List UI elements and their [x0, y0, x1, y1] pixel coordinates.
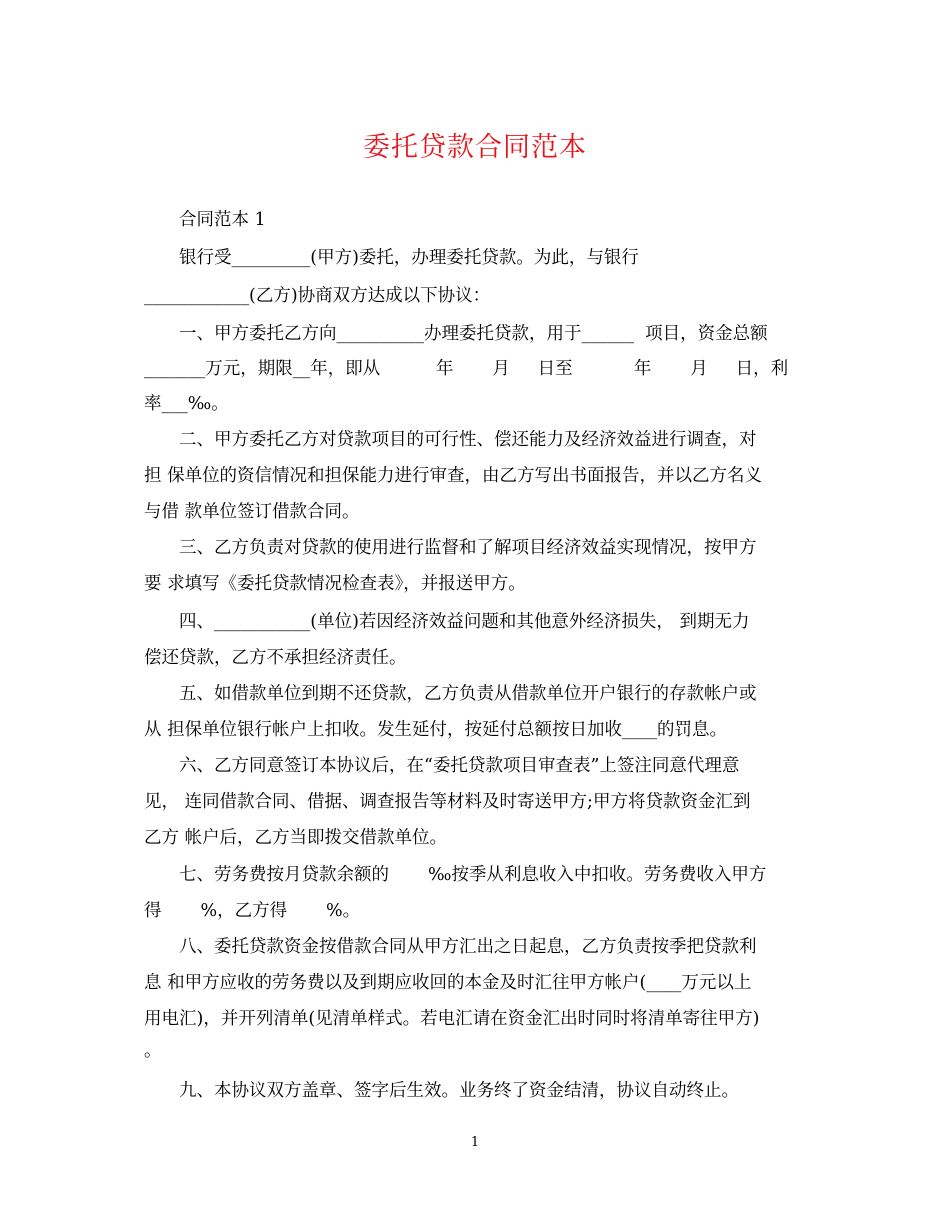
text-line: 乙方 帐户后，乙方当即拨交借款单位。: [144, 828, 448, 848]
text-line: 用电汇)，并开列清单(见清单样式。若电汇请在资金汇出时同时将清单寄往甲方): [144, 1009, 760, 1029]
text-line: 率___‰。: [144, 394, 229, 414]
text-line: ____________(乙方)协商双方达成以下协议：: [144, 286, 491, 306]
text-line: 八、委托贷款资金按借款合同从甲方汇出之日起息，乙方负责按季把贷款利: [179, 937, 757, 957]
section-heading: 合同范本 1: [179, 210, 266, 230]
document-title: 委托贷款合同范本: [363, 132, 587, 163]
text-line: 偿还贷款，乙方不承担经济责任。: [144, 648, 407, 668]
page-number: 1: [470, 1135, 480, 1150]
text-line: 息 和甲方应收的劳务费以及到期应收回的本金及时汇往甲方帐户(____万元以上: [144, 973, 752, 993]
text-line: 与借 款单位签订借款合同。: [144, 502, 360, 522]
text-line: 六、乙方同意签订本协议后，在“委托贷款项目审查表”上签注同意代理意: [179, 756, 740, 776]
text-line: 得 %，乙方得 %。: [144, 901, 361, 921]
text-line: 银行受_________(甲方)委托，办理委托贷款。为此，与银行: [179, 248, 639, 268]
text-line: 二、甲方委托乙方对贷款项目的可行性、偿还能力及经济效益进行调查，对: [179, 430, 757, 450]
text-line: 要 求填写《委托贷款情况检查表》，并报送甲方。: [144, 574, 526, 594]
text-line: 七、劳务费按月贷款余额的 ‰按季从利息收入中扣收。劳务费收入甲方: [179, 865, 767, 885]
text-line: 担 保单位的资信情况和担保能力进行审查，由乙方写出书面报告，并以乙方名义: [144, 466, 763, 486]
text-line: 五、如借款单位到期不还贷款，乙方负责从借款单位开户银行的存款帐户或: [179, 684, 757, 704]
text-line: 一、甲方委托乙方向__________办理委托贷款，用于______ 项目，资金总额: [179, 324, 768, 344]
text-line: 。: [144, 1041, 162, 1061]
text-line: _______万元，期限__年，即从 年 月 日至 年 月 日，利: [144, 359, 789, 379]
text-line: 见， 连同借款合同、借据、调查报告等材料及时寄送甲方;甲方将贷款资金汇到: [144, 792, 751, 812]
text-line: 三、乙方负责对贷款的使用进行监督和了解项目经济效益实现情况，按甲方: [179, 538, 757, 558]
text-line: 四、___________(单位)若因经济效益问题和其他意外经济损失， 到期无力: [179, 612, 750, 632]
text-line: 九、本协议双方盖章、签字后生效。业务终了资金结清，协议自动终止。: [179, 1081, 739, 1101]
text-line: 从 担保单位银行帐户上扣收。发生延付，按延付总额按日加收____的罚息。: [144, 720, 728, 740]
